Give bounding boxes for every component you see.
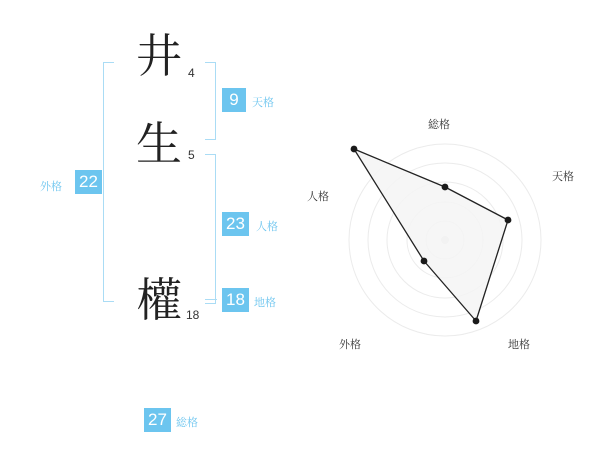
axis-label-soukaku: 総格 <box>428 119 450 131</box>
stroke-count-3: 18 <box>186 308 200 322</box>
radar-chart-svg <box>300 110 590 370</box>
axis-label-chikaku: 地格 <box>508 339 530 351</box>
bracket-tenkaku <box>205 62 216 140</box>
stroke-count-2: 5 <box>188 148 195 162</box>
score-label-jinkaku: 人格 <box>256 221 278 233</box>
stroke-count-1: 4 <box>188 66 195 80</box>
axis-label-jinkaku: 人格 <box>307 191 329 203</box>
bracket-jinkaku <box>205 154 216 304</box>
kanji-char-2: 生 <box>136 119 182 170</box>
score-label-soukaku: 総格 <box>176 417 198 429</box>
radar-chart <box>300 110 590 370</box>
score-label-gaikaku: 外格 <box>40 181 62 193</box>
score-badge-jinkaku: 23 <box>222 212 249 236</box>
kanji-char-1: 井 <box>136 31 182 82</box>
score-label-chikaku: 地格 <box>254 297 276 309</box>
score-badge-tenkaku: 9 <box>222 88 246 112</box>
bracket-chikaku <box>205 299 217 300</box>
radar-series-area <box>354 149 508 321</box>
score-label-tenkaku: 天格 <box>252 97 274 109</box>
score-badge-chikaku: 18 <box>222 288 249 312</box>
bracket-gaikaku <box>103 62 114 302</box>
axis-label-tenkaku: 天格 <box>552 171 574 183</box>
axis-label-gaikaku: 外格 <box>339 339 361 351</box>
score-badge-soukaku: 27 <box>144 408 171 432</box>
kanji-char-3: 權 <box>136 275 182 326</box>
score-badge-gaikaku: 22 <box>75 170 102 194</box>
